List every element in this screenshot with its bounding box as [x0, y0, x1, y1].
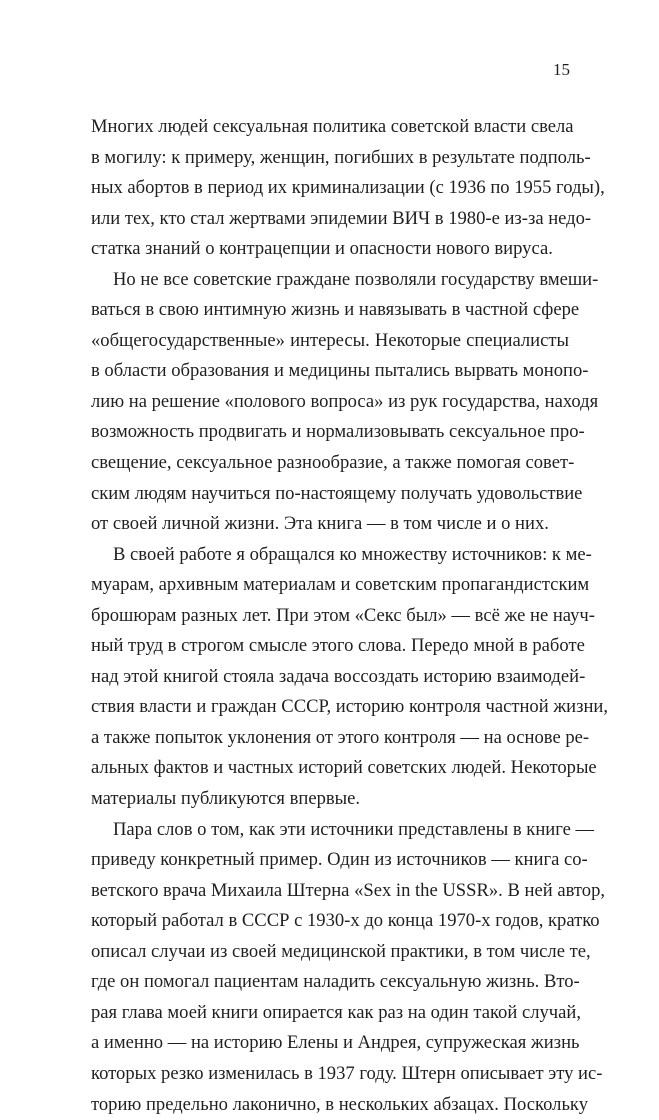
paragraph	[91, 112, 569, 265]
text-line: Но не все советские граждане позволяли государству вмеши-	[91, 265, 569, 296]
text-line: возможность продвигать и нормализовывать сексуальное про-	[91, 417, 569, 448]
text-line: ных абортов в период их криминализации (с 1936 по 1955 годы),	[91, 173, 569, 204]
text-line: ским людям научиться по-настоящему получать удовольствие	[91, 479, 569, 510]
text-line: ный труд в строгом смысле этого слова. Передо мной в работе	[91, 631, 569, 662]
text-line: статка знаний о контрацепции и опасности нового вируса.	[91, 234, 569, 265]
text-line: В своей работе я обращался ко множеству источников: к ме-	[91, 540, 569, 571]
text-line: над этой книгой стояла задача воссоздать историю взаимодей-	[91, 662, 569, 693]
paragraph	[91, 265, 569, 540]
page-number: 15	[553, 60, 570, 80]
text-line: описал случаи из своей медицинской практики, в том числе те,	[91, 937, 569, 968]
text-line: Многих людей сексуальная политика советской власти свела	[91, 112, 569, 143]
text-line: а также попыток уклонения от этого контроля — на основе ре-	[91, 723, 569, 754]
text-line: в могилу: к примеру, женщин, погибших в результате подполь-	[91, 143, 569, 174]
text-line: где он помогал пациентам наладить сексуальную жизнь. Вто-	[91, 967, 569, 998]
text-line: свещение, сексуальное разнообразие, а также помогая совет-	[91, 448, 569, 479]
text-line: ствия власти и граждан СССР, историю контроля частной жизни,	[91, 692, 569, 723]
text-line: от своей личной жизни. Эта книга — в том числе и о них.	[91, 509, 569, 540]
text-line: лию на решение «полового вопроса» из рук государства, находя	[91, 387, 569, 418]
text-line: которых резко изменилась в 1937 году. Штерн описывает эту ис-	[91, 1059, 569, 1090]
text-line: «общегосударственные» интересы. Некоторые специалисты	[91, 326, 569, 357]
paragraph	[91, 815, 569, 1120]
text-line: брошюрам разных лет. При этом «Секс был» — всё же не науч-	[91, 601, 569, 632]
body-text	[91, 112, 569, 1120]
text-line: ваться в свою интимную жизнь и навязывать в частной сфере	[91, 295, 569, 326]
text-line: приведу конкретный пример. Один из источников — книга со-	[91, 845, 569, 876]
text-line: рая глава моей книги опирается как раз на один такой случай,	[91, 998, 569, 1029]
text-line: а именно — на историю Елены и Андрея, супружеская жизнь	[91, 1028, 569, 1059]
text-line: ветского врача Михаила Штерна «Sex in the USSR». В ней автор,	[91, 876, 569, 907]
text-line: Пара слов о том, как эти источники представлены в книге —	[91, 815, 569, 846]
text-line: или тех, кто стал жертвами эпидемии ВИЧ в 1980-е из-за недо-	[91, 204, 569, 235]
text-line: материалы публикуются впервые.	[91, 784, 569, 815]
text-line: который работал в СССР с 1930-х до конца 1970-х годов, кратко	[91, 906, 569, 937]
paragraph	[91, 540, 569, 815]
text-line: альных фактов и частных историй советских людей. Некоторые	[91, 753, 569, 784]
text-line: муарам, архивным материалам и советским пропагандистским	[91, 570, 569, 601]
text-line: торию предельно лаконично, в нескольких абзацах. Поскольку	[91, 1090, 569, 1120]
text-line: в области образования и медицины пытались вырвать монопо-	[91, 356, 569, 387]
